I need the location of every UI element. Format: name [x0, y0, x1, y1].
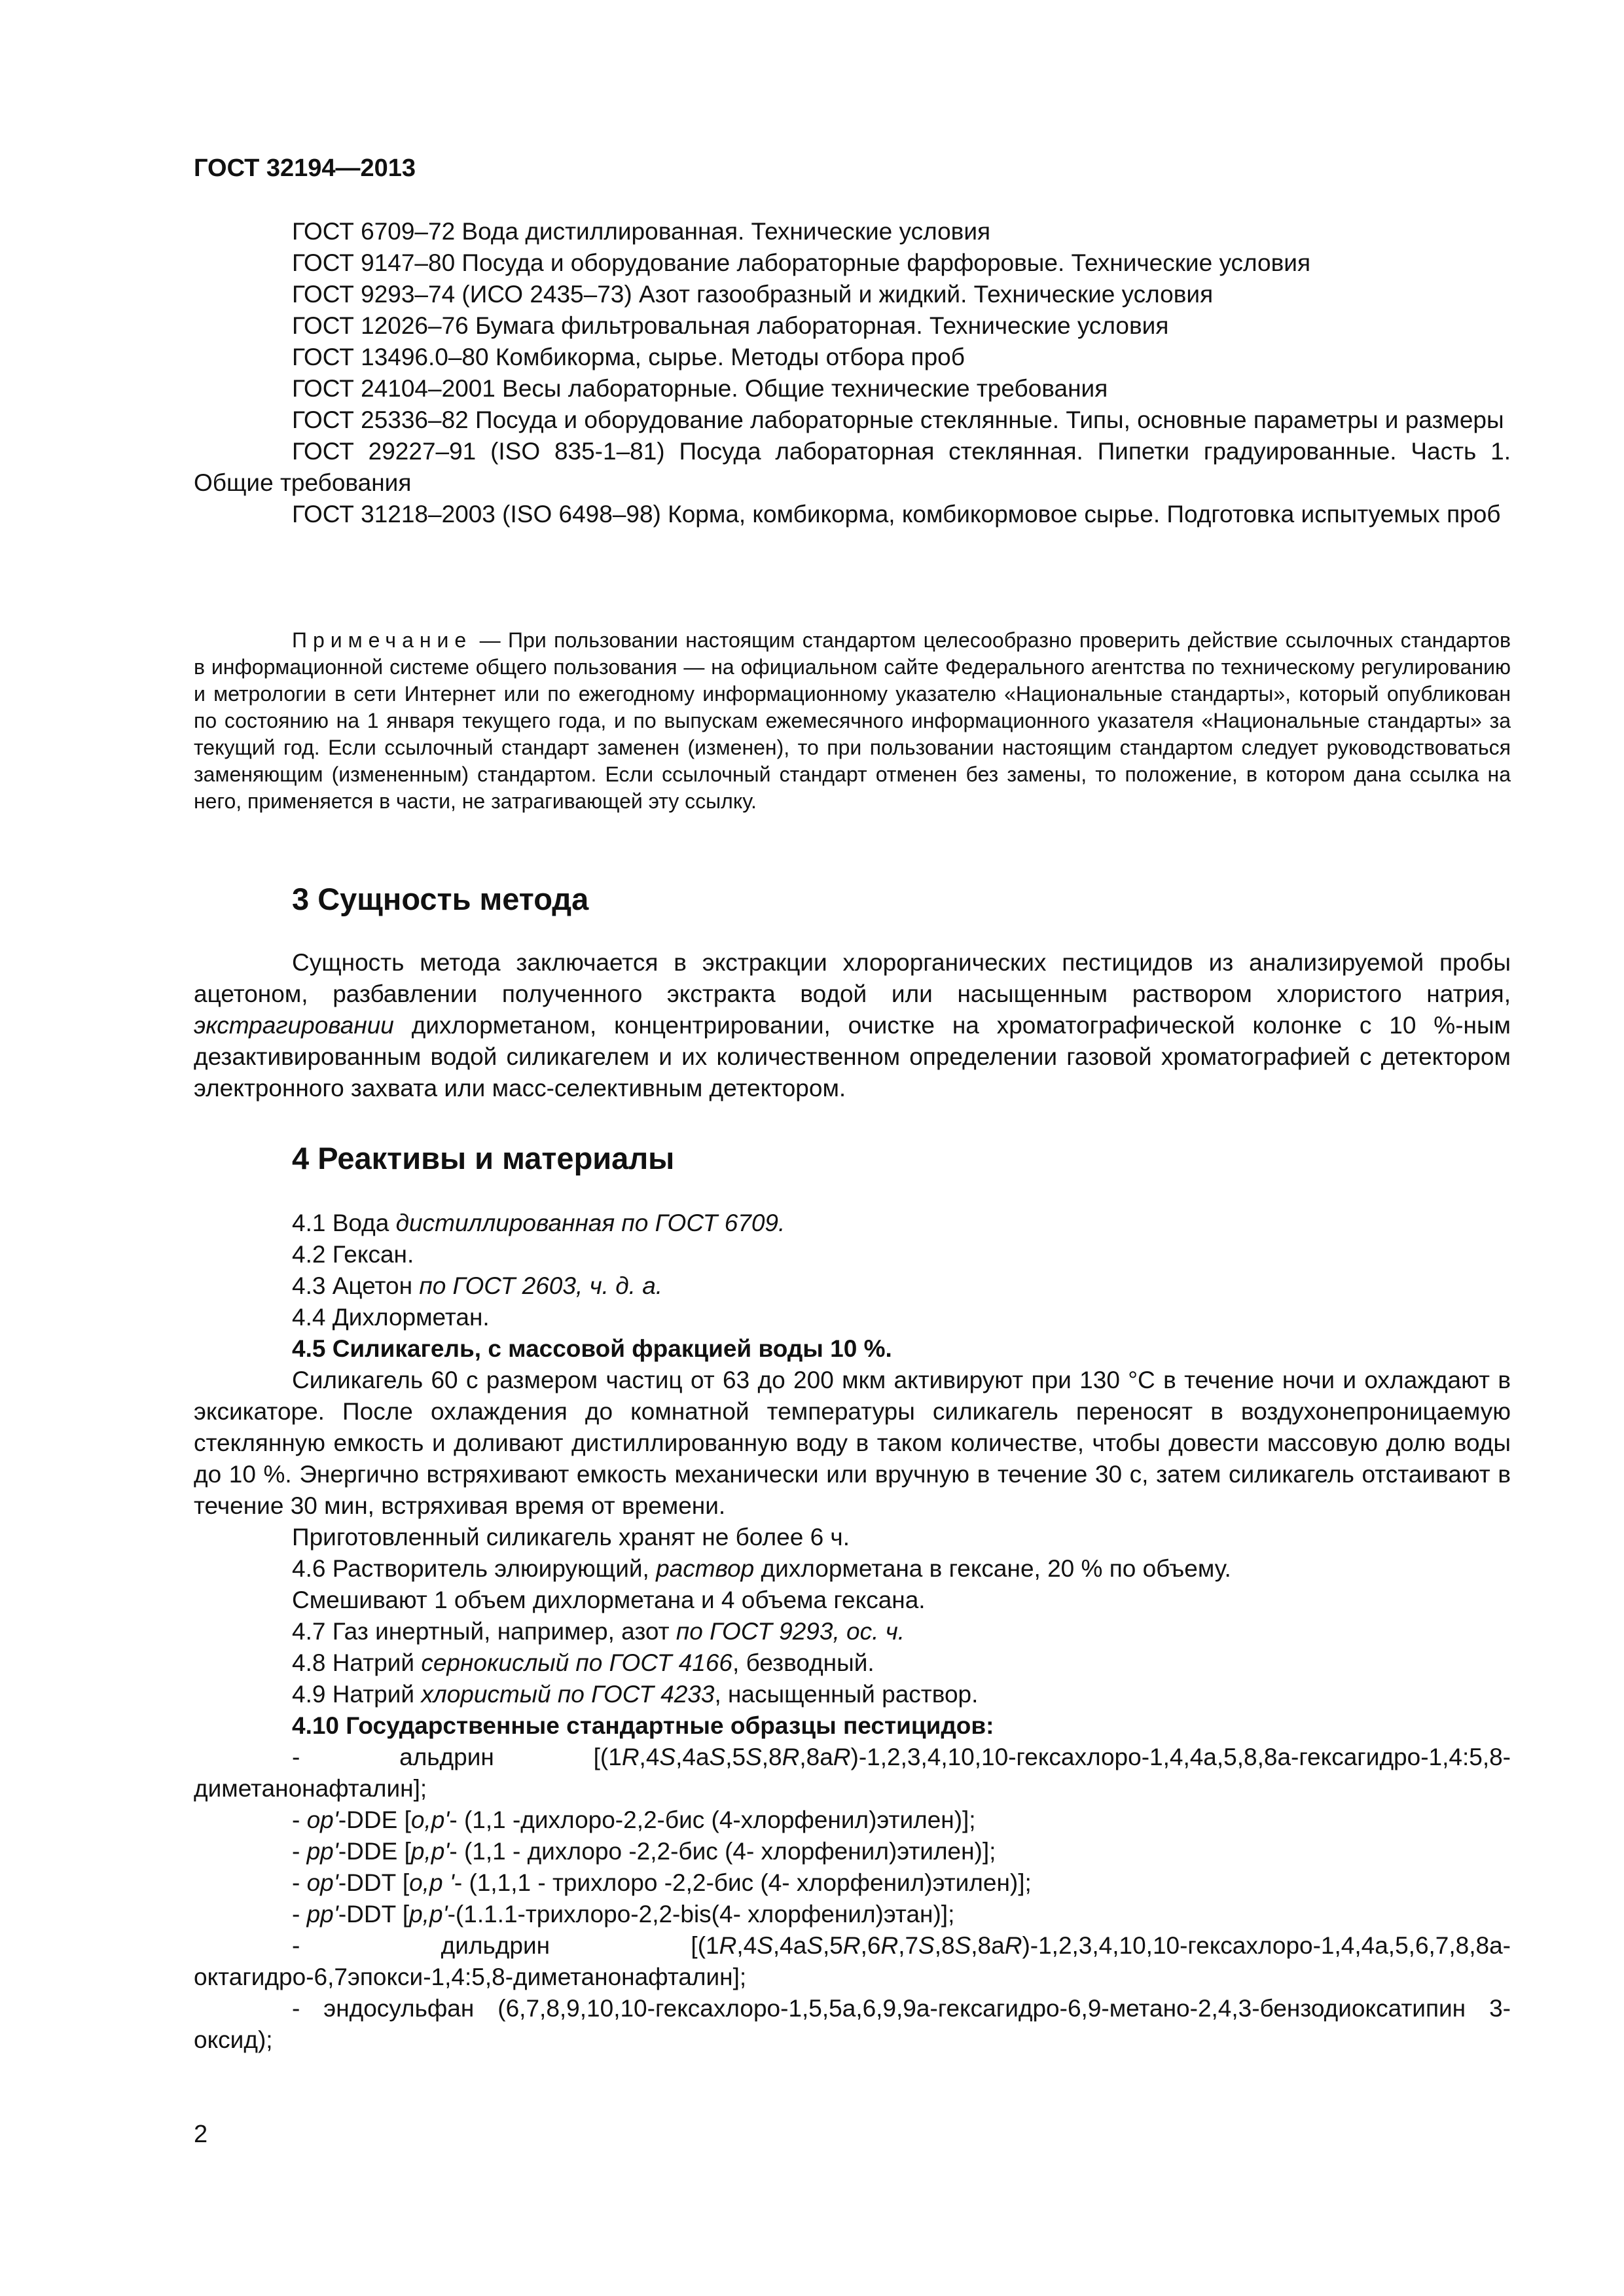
text-run-italic: по ГОСТ 2603, ч. д. а. — [419, 1272, 663, 1299]
text-run: 4.7 Газ инертный, например, азот — [292, 1618, 676, 1645]
reference-item: ГОСТ 25336–82 Посуда и оборудование лабораторные стеклянные. Типы, основные параметры и размеры — [292, 406, 1504, 433]
text-run: ,8 — [761, 1744, 782, 1770]
text-run: - (1,1 -дихлоро-2,2-бис (4-хлорфенил)этилен)]; — [449, 1806, 976, 1833]
text-run: 4.8 Натрий — [292, 1649, 422, 1676]
text-run: ,4 — [639, 1744, 660, 1770]
text-run: ,6 — [860, 1932, 881, 1959]
text-run: -DDT [ — [338, 1901, 410, 1928]
item-4-4: 4.4 Дихлорметан. — [292, 1304, 490, 1331]
text-run-italic: op' — [306, 1806, 338, 1833]
text-run: - (1,1,1 - трихлоро -2,2-бис (4- хлорфенил)этилен)]; — [454, 1869, 1032, 1896]
pesticide-pp-ddt — [194, 1899, 1511, 1930]
text-run-italic: дистиллированная по ГОСТ 6709. — [395, 1210, 785, 1236]
text-run: - дильдрин [(1 — [292, 1932, 719, 1959]
text-run: -DDE [ — [338, 1838, 411, 1865]
section-3-text — [194, 947, 1511, 1104]
note-label: Примечание — [292, 628, 473, 652]
text-run: -DDT [ — [338, 1869, 410, 1896]
text-run: дихлорметаном, концентрировании, очистке на хроматографической колонке с 10 %-ным дезактивированным водой силикагелем и их количественном определении газовой хроматографией с детектором электронного захвата или масс-селективным детектором. — [194, 1012, 1511, 1102]
item-4-10: 4.10 Государственные стандартные образцы пестицидов: — [292, 1712, 994, 1739]
item-4-1 — [194, 1208, 1511, 1239]
text-run-italic: p,p' — [409, 1901, 448, 1928]
text-run-italic: S — [954, 1932, 971, 1959]
reference-item: ГОСТ 31218–2003 (ISO 6498–98) Корма, комбикорма, комбикормовое сырье. Подготовка испытуемых проб — [292, 501, 1501, 528]
reference-item: ГОСТ 9147–80 Посуда и оборудование лабораторные фарфоровые. Технические условия — [292, 249, 1310, 276]
text-run-italic: S — [746, 1744, 762, 1770]
text-run-italic: R — [842, 1932, 861, 1959]
item-4-2: 4.2 Гексан. — [292, 1241, 414, 1268]
text-run: - альдрин [(1 — [292, 1744, 622, 1770]
item-4-6-text: Смешивают 1 объем дихлорметана и 4 объема гексана. — [292, 1587, 926, 1613]
normative-references-list — [194, 216, 1511, 530]
text-run-italic: S — [757, 1932, 773, 1959]
text-run-italic: S — [918, 1932, 935, 1959]
text-run: - (1,1 - дихлоро -2,2-бис (4- хлорфенил)этилен)]; — [449, 1838, 996, 1865]
note-paragraph — [194, 627, 1511, 815]
text-run: )-1,2,3,4,10,10-гексахлоро-1,4,4а,5,6,7,8,8а-октагидро-6,7эпокси-1,4:5,8-диметанонафталин]; — [194, 1932, 1511, 1990]
text-run: , безводный. — [732, 1649, 875, 1676]
text-run-italic: R — [719, 1932, 737, 1959]
text-run-italic: op' — [306, 1869, 338, 1896]
text-run-italic: pp' — [306, 1838, 338, 1865]
text-run-italic: R — [621, 1744, 640, 1770]
text-run-italic: хлористый по ГОСТ 4233 — [421, 1681, 715, 1708]
text-run-italic: o,p ' — [409, 1869, 454, 1896]
text-run: дихлорметана в гексане, 20 % по объему. — [754, 1555, 1231, 1582]
text-run: ,5 — [823, 1932, 843, 1959]
text-run-italic: S — [659, 1744, 676, 1770]
text-run: ,4а — [772, 1932, 807, 1959]
text-run: 4.9 Натрий — [292, 1681, 422, 1708]
text-run-italic: сернокислый по ГОСТ 4166 — [421, 1649, 733, 1676]
item-4-7 — [194, 1616, 1511, 1647]
reference-item: ГОСТ 12026–76 Бумага фильтровальная лабораторная. Технические условия — [292, 312, 1169, 339]
text-run: 4.1 Вода — [292, 1210, 396, 1236]
text-run: - — [292, 1901, 307, 1928]
text-run: ,4 — [736, 1932, 757, 1959]
text-run-italic: экстрагировании — [194, 1012, 394, 1039]
pesticide-op-dde — [194, 1804, 1511, 1836]
text-run: - — [292, 1838, 307, 1865]
reference-item: ГОСТ 6709–72 Вода дистиллированная. Технические условия — [292, 218, 991, 245]
item-4-5: 4.5 Силикагель, с массовой фракцией воды 10 %. — [292, 1335, 892, 1362]
reference-item: ГОСТ 13496.0–80 Комбикорма, сырье. Методы отбора проб — [292, 344, 965, 370]
text-run: 4.3 Ацетон — [292, 1272, 420, 1299]
text-run-italic: S — [806, 1932, 823, 1959]
reference-item: ГОСТ 9293–74 (ИСО 2435–73) Азот газообразный и жидкий. Технические условия — [292, 281, 1214, 308]
reference-item: ГОСТ 29227–91 (ISO 835-1–81) Посуда лабораторная стеклянная. Пипетки градуированные. Часть 1. Общие требования — [194, 438, 1511, 496]
text-run-italic: R — [1004, 1932, 1022, 1959]
pesticide-op-ddt — [194, 1867, 1511, 1899]
text-run-italic: p,p' — [410, 1838, 450, 1865]
text-run-italic: R — [782, 1744, 800, 1770]
text-run: ,8а — [799, 1744, 833, 1770]
reference-item: ГОСТ 24104–2001 Весы лабораторные. Общие технические требования — [292, 375, 1108, 402]
item-4-9 — [194, 1679, 1511, 1710]
text-run: )-1,2,3,4,10,10-гексахлоро-1,4,4а,5,8,8а-гексагидро-1,4:5,8-диметанонафталин]; — [194, 1744, 1511, 1802]
text-run: - — [292, 1869, 307, 1896]
text-run: ,8а — [971, 1932, 1005, 1959]
item-4-5-text: Силикагель 60 с размером частиц от 63 до 200 мкм активируют при 130 °C в течение ночи и охлаждают в эксикаторе. После охлаждения до комнатной температуры силикагель переносят в воздухонепроницаемую стеклянную емкость и доливают дистиллированную воду в таком количестве, чтобы довести массовую долю воды до 10 %. Энергично встряхивают емкость механически или вручную в течение 30 с, затем силикагель отстаивают в течение 30 мин, встряхивая время от времени. — [194, 1367, 1511, 1519]
text-run: - — [292, 1806, 307, 1833]
item-4-6 — [194, 1553, 1511, 1585]
text-run: ,8 — [934, 1932, 955, 1959]
text-run-italic: pp' — [306, 1901, 338, 1928]
page-number: 2 — [194, 2121, 208, 2148]
text-run-italic: o,p' — [410, 1806, 450, 1833]
pesticide-pp-dde — [194, 1836, 1511, 1867]
text-run-italic: по ГОСТ 9293, ос. ч. — [676, 1618, 905, 1645]
text-run: ,4а — [676, 1744, 710, 1770]
pesticide-endosulfan: - эндосульфан (6,7,8,9,10,10-гексахлоро-1,5,5а,6,9,9а-гексагидро-6,9-метано-2,4,3-бензодиоксатипин 3-оксид); — [194, 1995, 1511, 2053]
item-4-3 — [194, 1270, 1511, 1302]
text-run: ,7 — [898, 1932, 919, 1959]
text-run-italic: R — [880, 1932, 899, 1959]
note-text: — При пользовании настоящим стандартом целесообразно проверить действие ссылочных стандартов в информационной системе общего пользования — на официальном сайте Федерального агентства по техническому регулированию и метрологии в сети Интернет или по ежегодному информационному указателю «Национальные стандарты», который опубликован по состоянию на 1 января текущего года, и по выпускам ежемесячного информационного указателя «Национальные стандарты» за текущий год. Если ссылочный стандарт заменен (изменен), то при пользовании настоящим стандартом следует руководствоваться заменяющим (измененным) стандартом. Если ссылочный стандарт отменен без замены, то положение, в котором дана ссылка на него, применяется в части, не затрагивающей эту ссылку. — [194, 628, 1511, 813]
text-run: -(1.1.1-трихлоро-2,2-bis(4- хлорфенил)этан)]; — [447, 1901, 955, 1928]
section-3-title: 3 Сущность метода — [292, 882, 589, 916]
section-4-title: 4 Реактивы и материалы — [292, 1141, 675, 1175]
text-run: -DDE [ — [338, 1806, 411, 1833]
pesticide-dieldrin — [194, 1930, 1511, 1993]
text-run-italic: S — [709, 1744, 726, 1770]
pesticide-aldrin — [194, 1742, 1511, 1804]
text-run: ,5 — [725, 1744, 746, 1770]
text-run-italic: R — [833, 1744, 851, 1770]
text-run-italic: раствор — [656, 1555, 755, 1582]
document-header: ГОСТ 32194—2013 — [194, 154, 416, 182]
text-run: , насыщенный раствор. — [714, 1681, 979, 1708]
item-4-8 — [194, 1647, 1511, 1679]
text-run: 4.6 Растворитель элюирующий, — [292, 1555, 657, 1582]
item-4-5-storage: Приготовленный силикагель хранят не более 6 ч. — [292, 1524, 850, 1551]
section-4-body — [194, 1208, 1511, 2056]
text-run: Сущность метода заключается в экстракции хлорорганических пестицидов из анализируемой пробы ацетоном, разбавлении полученного экстракта водой или насыщенным раствором хлористого натрия, — [194, 949, 1511, 1007]
